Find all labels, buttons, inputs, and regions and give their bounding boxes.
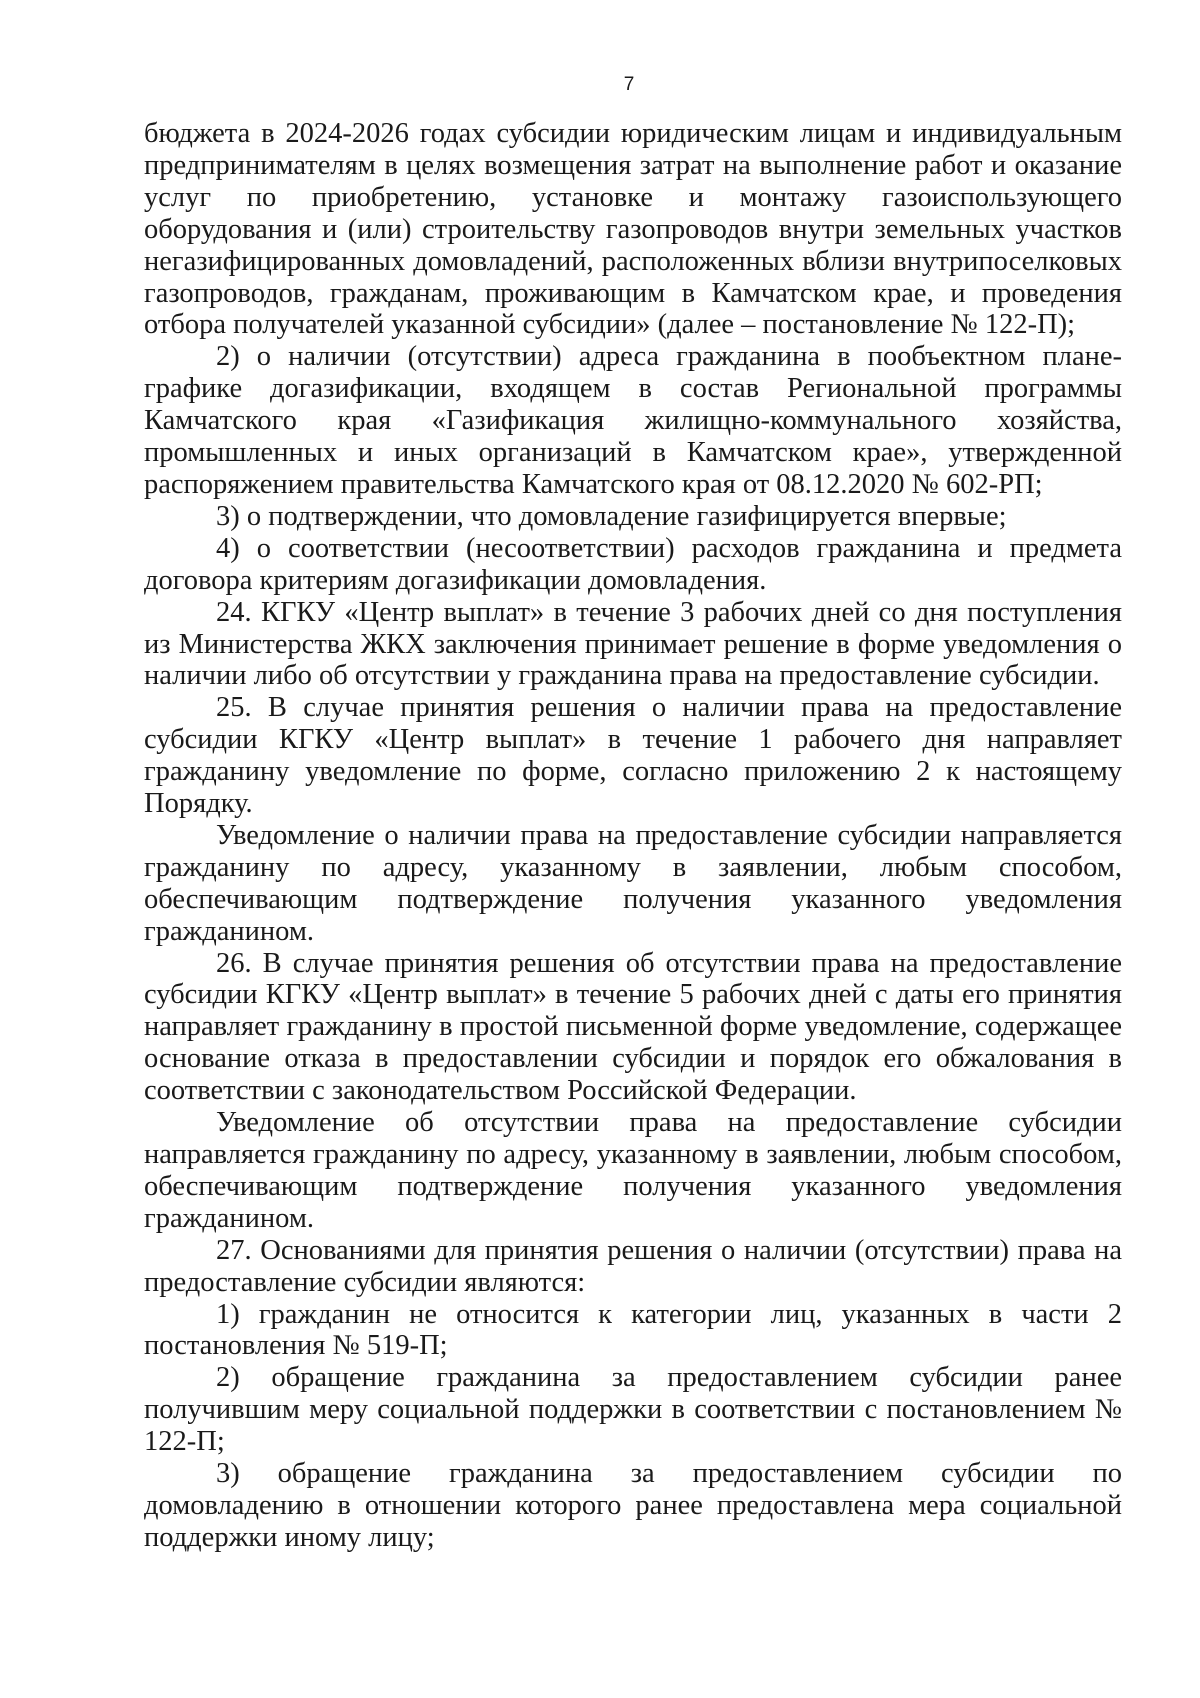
paragraph-continuation: бюджета в 2024-2026 годах субсидии юридическим лицам и индивидуальным предпринимателям в целях возмещения затрат на выполнение работ и оказание услуг по приобретению, установке и монтажу газоиспользующего оборудования и (или) строительству газопроводов внутри земельных участков негазифицированных домовладений, расположенных вблизи внутрипоселковых газопроводов, гражданам, проживающим в Камчатском крае, и проведения отбора получателей указанной субсидии» (далее – постановление № 122-П); (144, 118, 1122, 341)
paragraph-item-4: 4) о соответствии (несоответствии) расходов гражданина и предмета договора критериям догазификации домовладения. (144, 532, 1122, 596)
paragraph-clause-25: 25. В случае принятия решения о наличии права на предоставление субсидии КГКУ «Центр выплат» в течение 1 рабочего дня направляет гражданину уведомление по форме, согласно приложению 2 к настоящему Порядку. (144, 692, 1122, 820)
paragraph-notice-positive: Уведомление о наличии права на предоставление субсидии направляется гражданину по адресу, указанному в заявлении, любым способом, обеспечивающим подтверждение получения указанного уведомления гражданином. (144, 819, 1122, 947)
paragraph-clause-27: 27. Основаниями для принятия решения о наличии (отсутствии) права на предоставление субсидии являются: (144, 1234, 1122, 1298)
paragraph-ground-1: 1) гражданин не относится к категории лиц, указанных в части 2 постановления № 519-П; (144, 1298, 1122, 1362)
page-number: 7 (623, 74, 635, 95)
paragraph-ground-2: 2) обращение гражданина за предоставлением субсидии ранее получившим меру социальной поддержки в соответствии с постановлением № 122-П; (144, 1362, 1122, 1458)
paragraph-clause-24: 24. КГКУ «Центр выплат» в течение 3 рабочих дней со дня поступления из Министерства ЖКХ заключения принимает решение в форме уведомления о наличии либо об отсутствии у гражданина права на предоставление субсидии. (144, 596, 1122, 692)
paragraph-item-3: 3) о подтверждении, что домовладение газифицируется впервые; (216, 500, 1007, 532)
paragraph-item-2: 2) о наличии (отсутствии) адреса гражданина в пообъектном плане-графике догазификации, входящем в состав Региональной программы Камчатского края «Газификация жилищно-коммунального хозяйства, промышленных и иных организаций в Камчатском крае», утвержденной распоряжением правительства Камчатского края от 08.12.2020 № 602-РП; (144, 341, 1122, 500)
paragraph-clause-26: 26. В случае принятия решения об отсутствии права на предоставление субсидии КГКУ «Центр выплат» в течение 5 рабочих дней с даты его принятия направляет гражданину в простой письменной форме уведомление, содержащее основание отказа в предоставлении субсидии и порядок его обжалования в соответствии с законодательством Российской Федерации. (144, 947, 1122, 1107)
document-body (144, 118, 1122, 1554)
paragraph-ground-3: 3) обращение гражданина за предоставлением субсидии по домовладению в отношении которого ранее предоставлена мера социальной поддержки иному лицу; (144, 1458, 1122, 1553)
paragraph-notice-negative: Уведомление об отсутствии права на предоставление субсидии направляется гражданину по адресу, указанному в заявлении, любым способом, обеспечивающим подтверждение получения указанного уведомления гражданином. (144, 1107, 1122, 1234)
